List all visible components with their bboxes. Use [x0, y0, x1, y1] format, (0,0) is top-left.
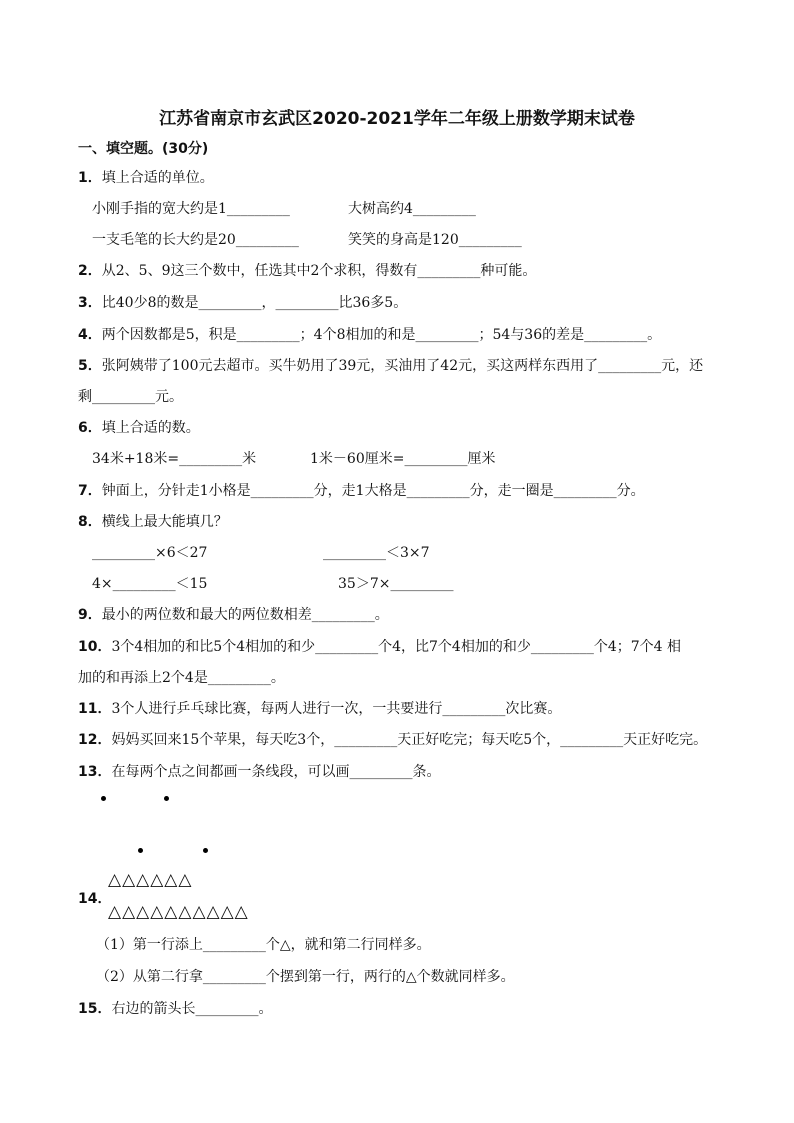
question-text: 最小的两位数和最大的两位数相差_________。	[101, 607, 389, 623]
q8-item-c: 4×_________＜15	[92, 576, 208, 592]
question-text: 妈妈买回来15个苹果，每天吃3个，_________天正好吃完；每天吃5个，_________天正好吃完。	[111, 732, 708, 748]
question-number: 6．	[78, 420, 102, 436]
question-text: 比40少8的数是_________，_________比36多5。	[101, 295, 408, 311]
question-number: 7．	[78, 483, 102, 499]
question-13	[78, 761, 440, 781]
question-number: 2．	[78, 263, 102, 279]
q14-sub-1: （1）第一行添上_________个△，就和第二行同样多。	[96, 937, 431, 953]
question-number: 13．	[78, 764, 112, 780]
question-number: 3．	[78, 295, 102, 311]
q1-item-b: 大树高约4_________	[348, 201, 476, 217]
question-text: 从2、5、9这三个数中，任选其中2个求积，得数有_________种可能。	[101, 263, 537, 279]
question-5	[78, 355, 703, 375]
question-14-number: 14．	[78, 891, 112, 907]
question-number: 8．	[78, 514, 102, 530]
section-heading: 一、填空题。(30分)	[78, 141, 209, 157]
triangle-row-1: △△△△△△	[108, 870, 193, 890]
question-number: 4．	[78, 327, 102, 343]
question-12	[78, 729, 707, 749]
question-number: 5．	[78, 358, 102, 374]
question-text: 3个人进行乒乓球比赛，每两人进行一次，一共要进行_________次比赛。	[111, 701, 562, 717]
question-text: 两个因数都是5，积是_________；4个8相加的和是_________；54与36的差是_________。	[101, 327, 662, 343]
q8-item-b: _________＜3×7	[323, 545, 430, 561]
question-text: 填上合适的单位。	[101, 170, 214, 186]
question-4	[78, 324, 661, 344]
question-number: 9．	[78, 607, 102, 623]
q1-item-d: 笑笑的身高是120_________	[348, 232, 522, 248]
question-10	[78, 636, 681, 656]
question-number: 15．	[78, 1001, 112, 1017]
question-text: 填上合适的数。	[101, 420, 200, 436]
question-9	[78, 604, 389, 624]
q6-item-a: 34米+18米=_________米	[92, 451, 257, 467]
question-10-continued: 加的和再添上2个4是_________。	[78, 670, 285, 686]
question-text: 3个4相加的和比5个4相加的和少_________个4，比7个4相加的和少_________个4；7个4 相	[111, 639, 682, 655]
question-number: 1．	[78, 170, 102, 186]
figure-dot	[101, 796, 106, 801]
question-11	[78, 698, 561, 718]
triangle-row-2: △△△△△△△△△△	[108, 902, 249, 922]
question-number: 10．	[78, 639, 112, 655]
question-number: 11．	[78, 701, 112, 717]
question-3	[78, 292, 407, 312]
question-text: 在每两个点之间都画一条线段，可以画_________条。	[111, 764, 441, 780]
question-8	[78, 511, 228, 531]
question-6	[78, 417, 200, 437]
q1-item-a: 小刚手指的宽大约是1_________	[92, 201, 290, 217]
question-5-continued: 剩_________元。	[78, 389, 183, 405]
q8-item-a: _________×6＜27	[92, 545, 208, 561]
page-title: 江苏省南京市玄武区2020-2021学年二年级上册数学期末试卷	[159, 109, 635, 129]
question-text: 右边的箭头长_________。	[111, 1001, 273, 1017]
q6-item-b: 1米－60厘米=_________厘米	[310, 451, 496, 467]
question-number: 12．	[78, 732, 112, 748]
figure-dot	[203, 848, 208, 853]
question-7	[78, 480, 645, 500]
figure-dot	[138, 848, 143, 853]
question-text: 横线上最大能填几？	[101, 514, 228, 530]
question-text: 钟面上，分针走1小格是_________分，走1大格是_________分，走一圈是_________分。	[101, 483, 645, 499]
q1-item-c: 一支毛笔的长大约是20_________	[92, 232, 299, 248]
question-1	[78, 167, 214, 187]
q8-item-d: 35＞7×_________	[338, 576, 454, 592]
q14-sub-2: （2）从第二行拿_________个摆到第一行，两行的△个数就同样多。	[96, 969, 515, 985]
figure-dot	[164, 796, 169, 801]
question-2	[78, 260, 536, 280]
question-15	[78, 998, 272, 1018]
question-text: 张阿姨带了100元去超市。买牛奶用了39元，买油用了42元，买这两样东西用了_________元，还	[101, 358, 704, 374]
